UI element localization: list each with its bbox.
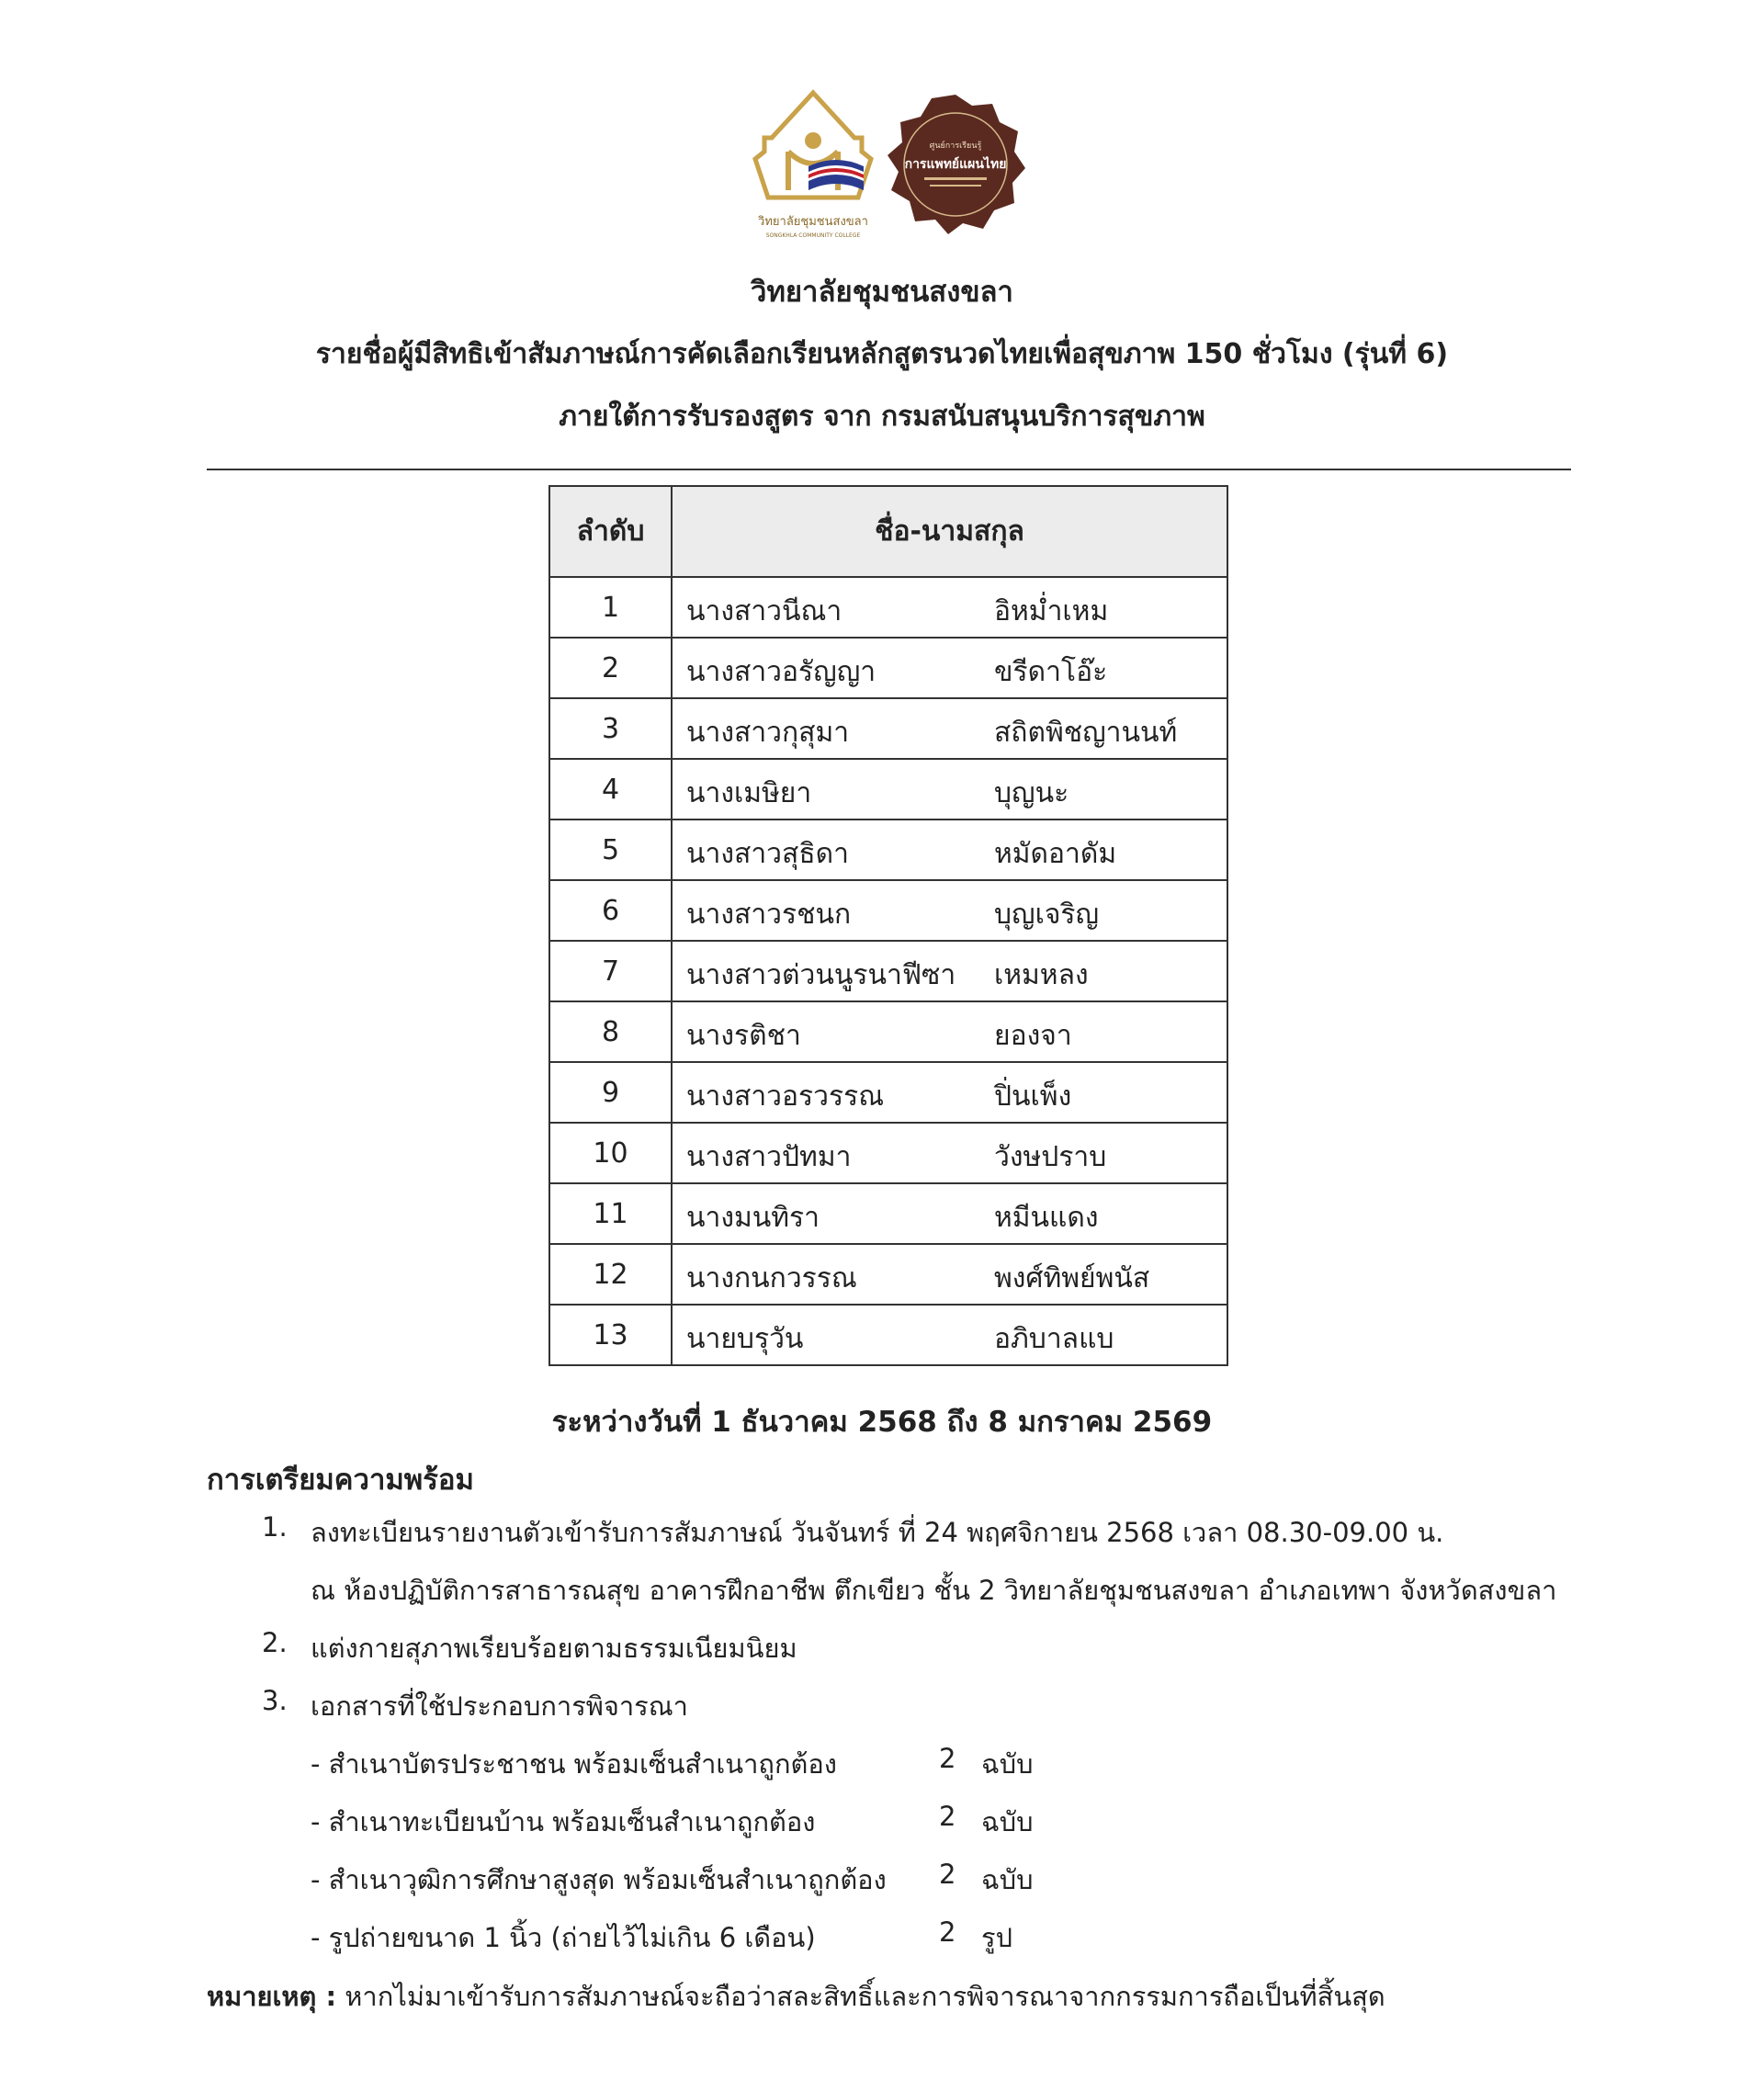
first-name: นางรติชา (686, 1020, 801, 1052)
table-row (549, 759, 1227, 820)
table-row (549, 1062, 1227, 1123)
last-name: สถิตพิชญานนท์ (994, 717, 1178, 749)
row-number: 2 (549, 638, 672, 698)
last-name: หมีนแดง (994, 1202, 1099, 1234)
row-name-cell (672, 1305, 1227, 1365)
first-name: นางสาวอรวรรณ (686, 1080, 885, 1113)
table-row (549, 638, 1227, 698)
note-text: หากไม่มาเข้ารับการสัมภาษณ์จะถือว่าสละสิทธิ์และการพิจารณาจากกรรมการถือเป็นที่สิ้นสุด (336, 1981, 1385, 2012)
row-number: 3 (549, 698, 672, 759)
divider (207, 469, 1571, 470)
last-name: อิหม่ำเหม (994, 595, 1109, 627)
row-number: 12 (549, 1244, 672, 1305)
table-row (549, 1001, 1227, 1062)
item-3-number: 3. (262, 1685, 288, 1716)
last-name: หมัดอาดัม (994, 838, 1117, 870)
row-name-cell (672, 698, 1227, 759)
document-qty: 2 (939, 1801, 956, 1832)
row-name-cell (672, 880, 1227, 941)
first-name: นางสาวปัทมา (686, 1141, 852, 1173)
table-row (549, 1305, 1227, 1365)
table-row (549, 880, 1227, 941)
last-name: อภิบาลแบ (994, 1323, 1114, 1355)
last-name: บุญนะ (994, 777, 1069, 809)
document-label: - สำเนาทะเบียนบ้าน พร้อมเซ็นสำเนาถูกต้อง (311, 1806, 816, 1837)
last-name: พงศ์ทิพย์พนัส (994, 1262, 1150, 1294)
row-number: 10 (549, 1123, 672, 1183)
row-number: 8 (549, 1001, 672, 1062)
item-2-number: 2. (262, 1627, 288, 1658)
row-name-cell (672, 820, 1227, 880)
item-1-number: 1. (262, 1511, 288, 1543)
row-name-cell (672, 1123, 1227, 1183)
document-qty: 2 (939, 1859, 956, 1890)
document-unit: ฉบับ (981, 1864, 1034, 1895)
last-name: ปิ่นเพ็ง (994, 1080, 1072, 1113)
item-1-line-2: ณ ห้องปฏิบัติการสาธารณสุข อาคารฝึกอาชีพ ตึกเขียว ชั้น 2 วิทยาลัยชุมชนสงขลา อำเภอเทพา จังหวัดสงขลา (311, 1575, 1557, 1606)
college-logo (744, 87, 882, 248)
first-name: นายบรุวัน (686, 1323, 804, 1355)
document-label: - สำเนาบัตรประชาชน พร้อมเซ็นสำเนาถูกต้อง (311, 1748, 837, 1780)
table-row (549, 941, 1227, 1001)
table-row (549, 698, 1227, 759)
note-label: หมายเหตุ : (207, 1981, 337, 2012)
first-name: นางสาวอรัญญา (686, 656, 876, 688)
table-row (549, 1123, 1227, 1183)
item-2-text: แต่งกายสุภาพเรียบร้อยตามธรรมเนียมนิยม (311, 1633, 797, 1664)
header-order: ลำดับ (549, 486, 672, 577)
row-name-cell (672, 1183, 1227, 1244)
interview-period: ระหว่างวันที่ 1 ธันวาคม 2568 ถึง 8 มกราคม 2569 (551, 1406, 1213, 1439)
row-number: 5 (549, 820, 672, 880)
logo-title-text: การแพทย์แผนไทย (904, 157, 1007, 172)
last-name: ขรีดาโอ๊ะ (994, 656, 1108, 688)
first-name: นางมนทิรา (686, 1202, 820, 1234)
row-name-cell (672, 941, 1227, 1001)
first-name: นางกนกวรรณ (686, 1262, 857, 1294)
row-name-cell (672, 1062, 1227, 1123)
preparation-title: การเตรียมความพร้อม (207, 1464, 474, 1497)
row-number: 13 (549, 1305, 672, 1365)
row-name-cell (672, 1001, 1227, 1062)
logo-top-text: ศูนย์การเรียนรู้ (929, 141, 982, 151)
candidate-table (548, 485, 1228, 1366)
first-name: นางสาวสุธิดา (686, 838, 849, 870)
logo-caption: วิทยาลัยชุมชนสงขลา (758, 215, 868, 229)
row-name-cell (672, 1244, 1227, 1305)
college-name: วิทยาลัยชุมชนสงขลา (751, 276, 1013, 309)
table-row (549, 1244, 1227, 1305)
table-row (549, 1183, 1227, 1244)
first-name: นางสาวต่วนนูรนาฟีซา (686, 959, 956, 991)
document-qty: 2 (939, 1743, 956, 1774)
first-name: นางสาวนีณา (686, 595, 842, 627)
thai-medicine-logo (882, 91, 1029, 238)
row-name-cell (672, 577, 1227, 638)
first-name: นางสาวกุสุมา (686, 717, 850, 749)
row-number: 11 (549, 1183, 672, 1244)
item-3-text: เอกสารที่ใช้ประกอบการพิจารณา (311, 1690, 688, 1722)
document-unit: รูป (981, 1922, 1012, 1953)
last-name: ยองจา (994, 1020, 1072, 1052)
last-name: วังษปราบ (994, 1141, 1107, 1173)
document-label: - สำเนาวุฒิการศึกษาสูงสุด พร้อมเซ็นสำเนาถูกต้อง (311, 1864, 887, 1895)
row-name-cell (672, 759, 1227, 820)
logo-caption-en: SONGKHLA COMMUNITY COLLEGE (765, 232, 861, 239)
first-name: นางเมษิยา (686, 777, 812, 809)
table-row (549, 820, 1227, 880)
row-number: 1 (549, 577, 672, 638)
note (207, 1975, 1385, 2018)
logo-area (0, 87, 1764, 253)
item-1-line-1: ลงทะเบียนรายงานตัวเข้ารับการสัมภาษณ์ วันจันทร์ ที่ 24 พฤศจิกายน 2568 เวลา 08.30-09.00 น. (311, 1517, 1444, 1548)
last-name: บุญเจริญ (994, 899, 1100, 931)
first-name: นางสาวรชนก (686, 899, 852, 931)
document-qty: 2 (939, 1916, 956, 1948)
page-subtitle: ภายใต้การรับรองสูตร จาก กรมสนับสนุนบริการสุขภาพ (559, 401, 1205, 433)
document-label: - รูปถ่ายขนาด 1 นิ้ว (ถ่ายไว้ไม่เกิน 6 เดือน) (311, 1922, 816, 1953)
row-number: 4 (549, 759, 672, 820)
table-header-row (549, 486, 1227, 577)
header-name: ชื่อ-นามสกุล (672, 486, 1227, 577)
row-name-cell (672, 638, 1227, 698)
table-row (549, 577, 1227, 638)
document-unit: ฉบับ (981, 1806, 1034, 1837)
row-number: 9 (549, 1062, 672, 1123)
page-title: รายชื่อผู้มีสิทธิเข้าสัมภาษณ์การคัดเลือกเรียนหลักสูตรนวดไทยเพื่อสุขภาพ 150 ชั่วโมง (รุ่นที่ 6) (315, 338, 1449, 370)
row-number: 7 (549, 941, 672, 1001)
row-number: 6 (549, 880, 672, 941)
document-unit: ฉบับ (981, 1748, 1034, 1780)
last-name: เหมหลง (994, 959, 1089, 991)
